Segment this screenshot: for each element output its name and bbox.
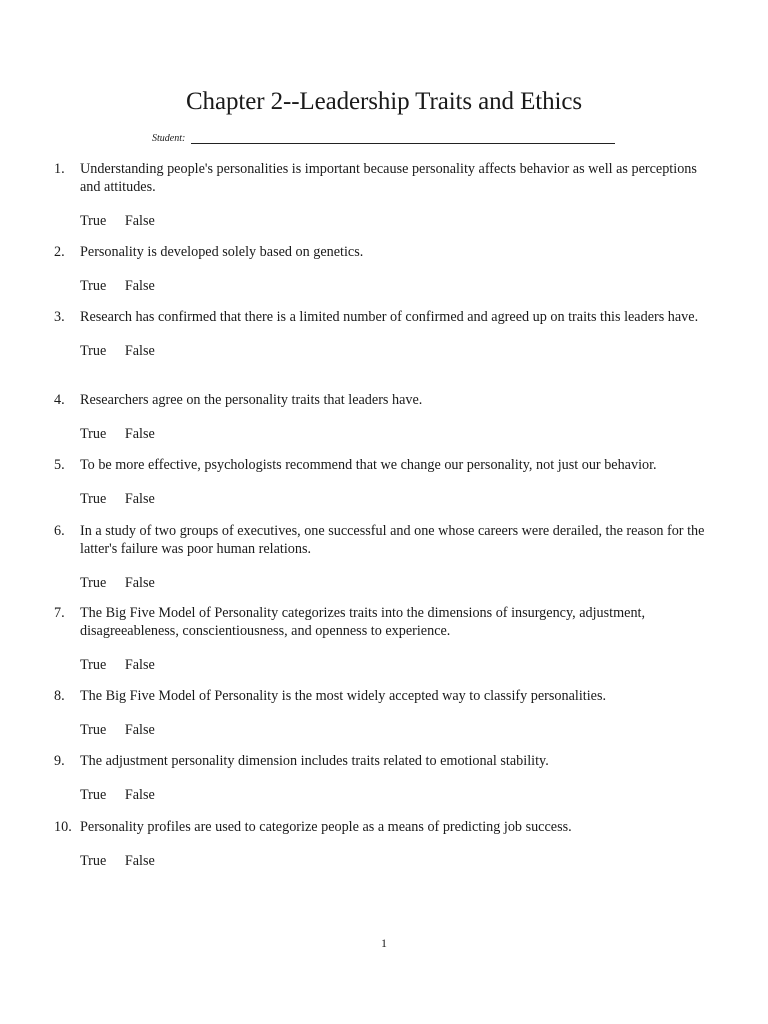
answer-false[interactable]: False <box>124 657 155 673</box>
answer-false[interactable]: False <box>124 722 155 738</box>
answer-true[interactable]: True <box>80 491 107 507</box>
question-9 <box>54 752 714 804</box>
answer-true[interactable]: True <box>80 853 107 869</box>
question-10 <box>54 818 714 870</box>
answer-false[interactable]: False <box>124 575 155 591</box>
answer-true[interactable]: True <box>80 343 107 359</box>
question-6 <box>54 522 714 592</box>
answer-false[interactable]: False <box>124 213 155 229</box>
question-number: 2. <box>54 244 65 260</box>
question-7 <box>54 604 714 674</box>
student-label: Student: <box>152 133 186 144</box>
page-number: 1 <box>381 936 387 950</box>
question-number: 9. <box>54 753 65 769</box>
question-text: Research has confirmed that there is a limited number of confirmed and agreed up on traits this leaders have. <box>80 309 699 325</box>
answer-true[interactable]: True <box>80 575 107 591</box>
question-number: 5. <box>54 457 65 473</box>
answer-false[interactable]: False <box>124 426 155 442</box>
question-text: The Big Five Model of Personality categorizes traits into the dimensions of insurgency, adjustment, disagreeableness, conscientiousness, and openness to experience. <box>80 605 646 639</box>
page-title: Chapter 2--Leadership Traits and Ethics <box>185 88 582 115</box>
question-number: 4. <box>54 392 65 408</box>
answer-true[interactable]: True <box>80 426 107 442</box>
question-text: Researchers agree on the personality traits that leaders have. <box>80 392 423 408</box>
student-field <box>152 133 615 144</box>
answer-false[interactable]: False <box>124 343 155 359</box>
student-name-line[interactable] <box>191 133 615 144</box>
question-2 <box>54 243 714 295</box>
question-text: The adjustment personality dimension includes traits related to emotional stability. <box>80 753 549 769</box>
answer-false[interactable]: False <box>124 853 155 869</box>
question-1 <box>54 160 714 230</box>
answer-true[interactable]: True <box>80 213 107 229</box>
question-3 <box>54 308 714 360</box>
question-number: 10. <box>54 819 72 835</box>
question-text: Personality profiles are used to categorize people as a means of predicting job success. <box>80 819 572 835</box>
question-number: 7. <box>54 605 65 621</box>
answer-false[interactable]: False <box>124 787 155 803</box>
question-text: Personality is developed solely based on genetics. <box>80 244 364 260</box>
answer-true[interactable]: True <box>80 278 107 294</box>
question-text: In a study of two groups of executives, one successful and one whose careers were derailed, the reason for the latter's failure was poor human relations. <box>80 523 705 557</box>
question-text: The Big Five Model of Personality is the most widely accepted way to classify personalities. <box>80 688 607 704</box>
question-text: Understanding people's personalities is important because personality affects behavior as well as perceptions and attitudes. <box>80 161 697 195</box>
question-4 <box>54 391 714 443</box>
answer-false[interactable]: False <box>124 278 155 294</box>
question-8 <box>54 687 714 739</box>
question-number: 6. <box>54 523 65 539</box>
question-number: 3. <box>54 309 65 325</box>
question-5 <box>54 456 714 508</box>
answer-true[interactable]: True <box>80 722 107 738</box>
answer-false[interactable]: False <box>124 491 155 507</box>
answer-true[interactable]: True <box>80 787 107 803</box>
question-number: 8. <box>54 688 65 704</box>
question-text: To be more effective, psychologists recommend that we change our personality, not just our behavior. <box>80 457 657 473</box>
answer-true[interactable]: True <box>80 657 107 673</box>
question-number: 1. <box>54 161 65 177</box>
